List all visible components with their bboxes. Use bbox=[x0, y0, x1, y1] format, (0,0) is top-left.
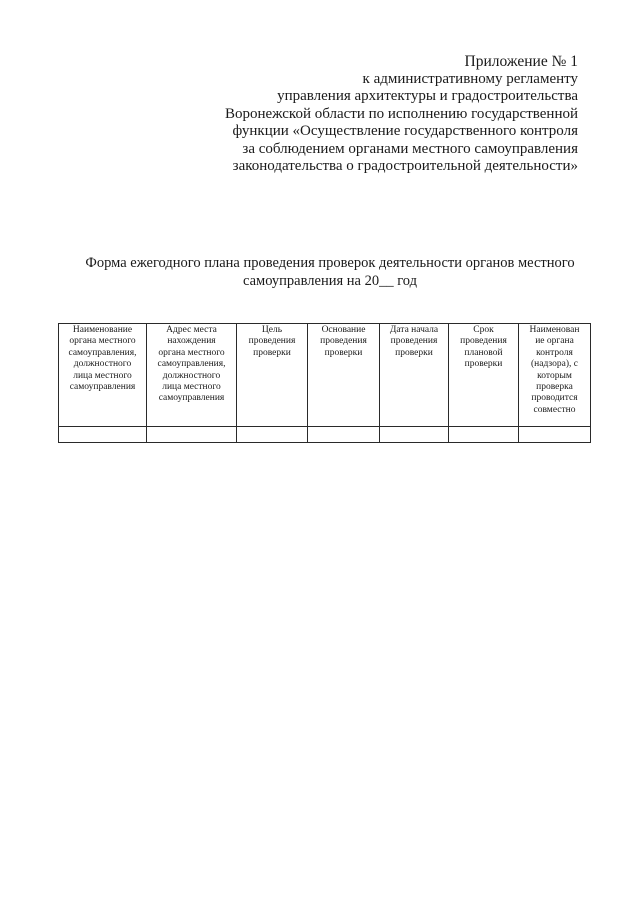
form-title-line: самоуправления на 20__ год bbox=[243, 273, 417, 289]
appendix-line: к административному регламенту bbox=[362, 70, 578, 87]
table-header-row bbox=[59, 324, 591, 427]
column-header-address: Адрес места нахождения органа местного самоуправления, должностного лица местного самоуправления bbox=[147, 324, 237, 427]
appendix-line: функции «Осуществление государственного контроля bbox=[232, 123, 578, 139]
table-cell bbox=[237, 427, 308, 443]
table-cell bbox=[380, 427, 449, 443]
column-header-start-date: Дата начала проведения проверки bbox=[380, 324, 449, 427]
table-cell bbox=[308, 427, 380, 443]
column-header-joint-authority: Наименован ие органа контроля (надзора), с которым проверка проводится совместно bbox=[519, 324, 591, 427]
appendix-line: Воронежской области по исполнению государственной bbox=[224, 105, 578, 122]
inspection-plan-table bbox=[58, 323, 591, 443]
table-cell bbox=[59, 427, 147, 443]
column-header-basis: Основание проведения проверки bbox=[308, 324, 380, 427]
appendix-header bbox=[178, 53, 578, 176]
table-cell bbox=[519, 427, 591, 443]
appendix-line: законодательства о градостроительной деятельности» bbox=[232, 158, 578, 174]
column-header-organ-name: Наименование органа местного самоуправления, должностного лица местного самоуправления bbox=[59, 324, 147, 427]
table-cell bbox=[449, 427, 519, 443]
column-header-purpose: Цель проведения проверки bbox=[237, 324, 308, 427]
table-row bbox=[59, 427, 591, 443]
appendix-title: Приложение № 1 bbox=[464, 53, 578, 70]
column-header-duration: Срок проведения плановой проверки bbox=[449, 324, 519, 427]
form-title bbox=[70, 254, 590, 290]
table-cell bbox=[147, 427, 237, 443]
appendix-line: управления архитектуры и градостроительства bbox=[277, 88, 578, 104]
appendix-line: за соблюдением органами местного самоуправления bbox=[242, 140, 578, 157]
form-title-line: Форма ежегодного плана проведения проверок деятельности органов местного bbox=[85, 255, 575, 271]
